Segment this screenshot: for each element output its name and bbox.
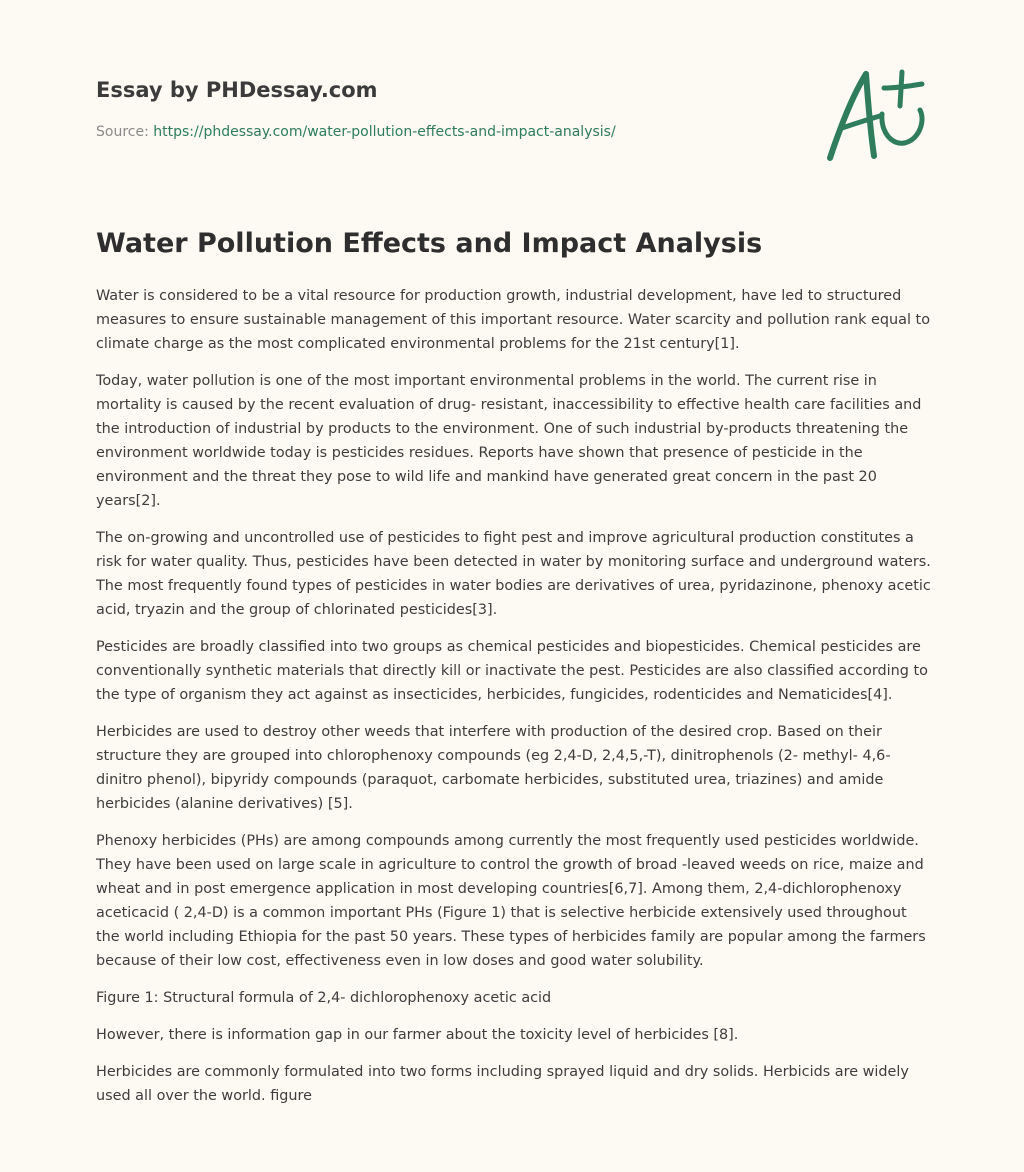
paragraph: Water is considered to be a vital resource for production growth, industrial development, have led to structured measures to ensure sustainable management of this important resource. Water scarcity and pollution rank equal to climate charge as the most complicated environmental problems for the 21st century[1]. (96, 288, 931, 352)
a-plus-grade-icon (822, 66, 932, 166)
paragraph: Pesticides are broadly classified into two groups as chemical pesticides and biopesticides. Chemical pesticides are conventionally synthetic materials that directly kill or inactivate the pest. Pesticides are also classified according to the type of organism they act against as insecticides, herbicides, fungicides, rodenticides and Nematicides[4]. (96, 639, 928, 703)
source-label: Source: (96, 124, 149, 140)
paragraph: The on-growing and uncontrolled use of pesticides to fight pest and improve agricultural production constitutes a risk for water quality. Thus, pesticides have been detected in water by monitoring surface and underground waters. The most frequently found types of pesticides in water bodies are derivatives of urea, pyridazinone, phenoxy acetic acid, tryazin and the group of chlorinated pesticides[3]. (96, 530, 931, 618)
site-title: Essay by PHDessay.com (96, 78, 378, 102)
paragraph: Herbicides are used to destroy other weeds that interfere with production of the desired crop. Based on their structure they are grouped into chlorophenoxy compounds (eg 2,4-D, 2,4,5,-T), dinitrophenols (2- methyl- 4,6-dinitro phenol), bipyridy compounds (paraquot, carbomate herbicides, substituted urea, triazines) and amide herbicides (alanine derivatives) [5]. (96, 724, 891, 812)
paragraph: Phenoxy herbicides (PHs) are among compounds among currently the most frequently used pesticides worldwide. They have been used on large scale in agriculture to control the growth of broad -leaved weeds on rice, maize and wheat and in post emergence application in most developing countries[6,7]. Among them, 2,4-dichlorophenoxy aceticacid ( 2,4-D) is a common important PHs (Figure 1) that is selective herbicide extensively used throughout the world including Ethiopia for the past 50 years. These types of herbicides family are popular among the farmers because of their low cost, effectiveness even in low doses and good water solubility. (96, 833, 926, 969)
source-link[interactable]: https://phdessay.com/water-pollution-effects-and-impact-analysis/ (153, 124, 616, 140)
source-line (96, 122, 796, 142)
essay-title: Water Pollution Effects and Impact Analysis (96, 228, 763, 259)
paragraph: Today, water pollution is one of the most important environmental problems in the world. The current rise in mortality is caused by the recent evaluation of drug- resistant, inaccessibility to effective health care facilities and the introduction of industrial by products to the environment. One of such industrial by-products threatening the environment worldwide today is pesticides residues. Reports have shown that presence of pesticide in the environment and the threat they pose to wild life and mankind have generated great concern in the past 20 years[2]. (96, 373, 922, 509)
paragraph: However, there is information gap in our farmer about the toxicity level of herbicides [8]. (96, 1027, 739, 1043)
essay-body (96, 284, 934, 1121)
paragraph: Herbicides are commonly formulated into two forms including sprayed liquid and dry solids. Herbicids are widely used all over the world. figure (96, 1064, 909, 1104)
document-header (96, 72, 796, 142)
figure-caption: Figure 1: Structural formula of 2,4- dichlorophenoxy acetic acid (96, 990, 552, 1006)
